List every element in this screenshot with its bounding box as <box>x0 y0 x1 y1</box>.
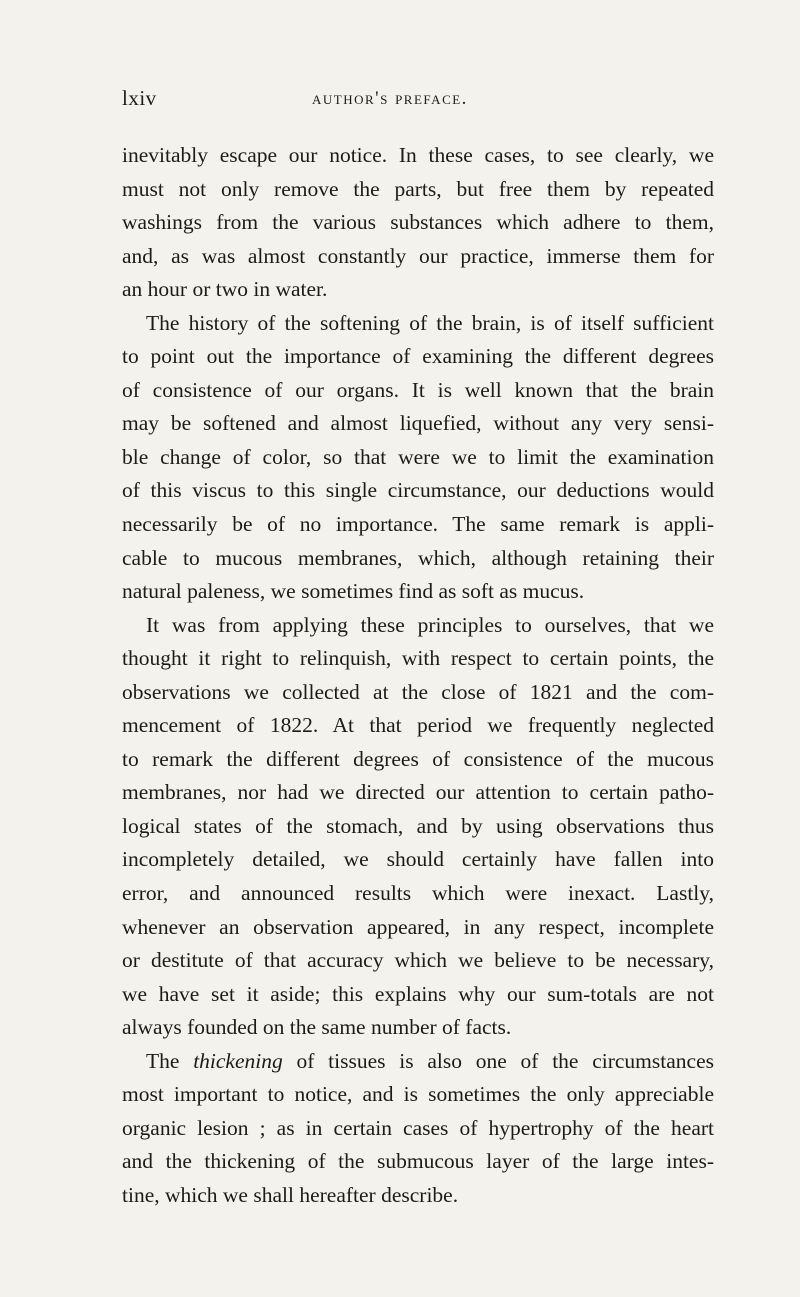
text-line: most important to notice, and is sometimes the only appreciable <box>122 1082 714 1107</box>
body-text <box>122 139 714 1213</box>
text-line: and the thickening of the submucous layer of the large intes- <box>122 1149 714 1174</box>
paragraph-end-line: tine, which we shall hereafter describe. <box>122 1182 459 1207</box>
text-line: we have set it aside; this explains why our sum-totals are not <box>122 981 714 1006</box>
text-line: observations we collected at the close of 1821 and the com- <box>122 679 714 704</box>
text-line: may be softened and almost liquefied, without any very sensi- <box>122 411 714 436</box>
text-line: cable to mucous membranes, which, although retaining their <box>122 545 714 570</box>
running-head <box>122 86 722 112</box>
text-line: mencement of 1822. At that period we frequently neglected <box>122 713 714 738</box>
page-number: lxiv <box>122 86 157 110</box>
text-line: of this viscus to this single circumstance, our deductions would <box>122 478 714 503</box>
text-line: error, and announced results which were inexact. Lastly, <box>122 881 714 906</box>
paragraph-start-line <box>122 1045 714 1079</box>
text-line: and, as was almost constantly our practice, immerse them for <box>122 243 714 268</box>
emphasized-term: thickening <box>193 1048 283 1073</box>
text-line: necessarily be of no importance. The same remark is appli- <box>122 512 714 537</box>
text-line: membranes, nor had we directed our attention to certain patho- <box>122 780 714 805</box>
text-line: thought it right to relinquish, with respect to certain points, the <box>122 646 714 671</box>
text-line: must not only remove the parts, but free them by repeated <box>122 176 714 201</box>
section-title: author's preface. <box>312 88 468 109</box>
text-line: ble change of color, so that were we to limit the examination <box>122 444 714 469</box>
paragraph-start-line: The history of the softening of the brain, is of itself sufficient <box>146 310 714 335</box>
text-line: or destitute of that accuracy which we believe to be necessary, <box>122 948 714 973</box>
text-line: to point out the importance of examining the different degrees <box>122 344 714 369</box>
text-line: inevitably escape our notice. In these cases, to see clearly, we <box>122 143 714 167</box>
paragraph-end-line: an hour or two in water. <box>122 277 328 302</box>
text-line: of consistence of our organs. It is well known that the brain <box>122 377 714 402</box>
paragraph-start-line: It was from applying these principles to ourselves, that we <box>146 612 714 637</box>
text-line: washings from the various substances which adhere to them, <box>122 210 714 235</box>
text-line: incompletely detailed, we should certainly have fallen into <box>122 847 714 872</box>
text-line: organic lesion ; as in certain cases of hypertrophy of the heart <box>122 1115 714 1140</box>
text-line: to remark the different degrees of consistence of the mucous <box>122 746 714 771</box>
text-line: whenever an observation appeared, in any respect, incomplete <box>122 914 714 939</box>
text-line: logical states of the stomach, and by using observations thus <box>122 813 714 838</box>
paragraph-end-line: natural paleness, we sometimes find as soft as mucus. <box>122 579 585 604</box>
paragraph-end-line: always founded on the same number of facts. <box>122 1015 512 1040</box>
line-lead: The <box>146 1048 194 1073</box>
line-rest: of tissues is also one of the circumstances <box>282 1048 714 1073</box>
